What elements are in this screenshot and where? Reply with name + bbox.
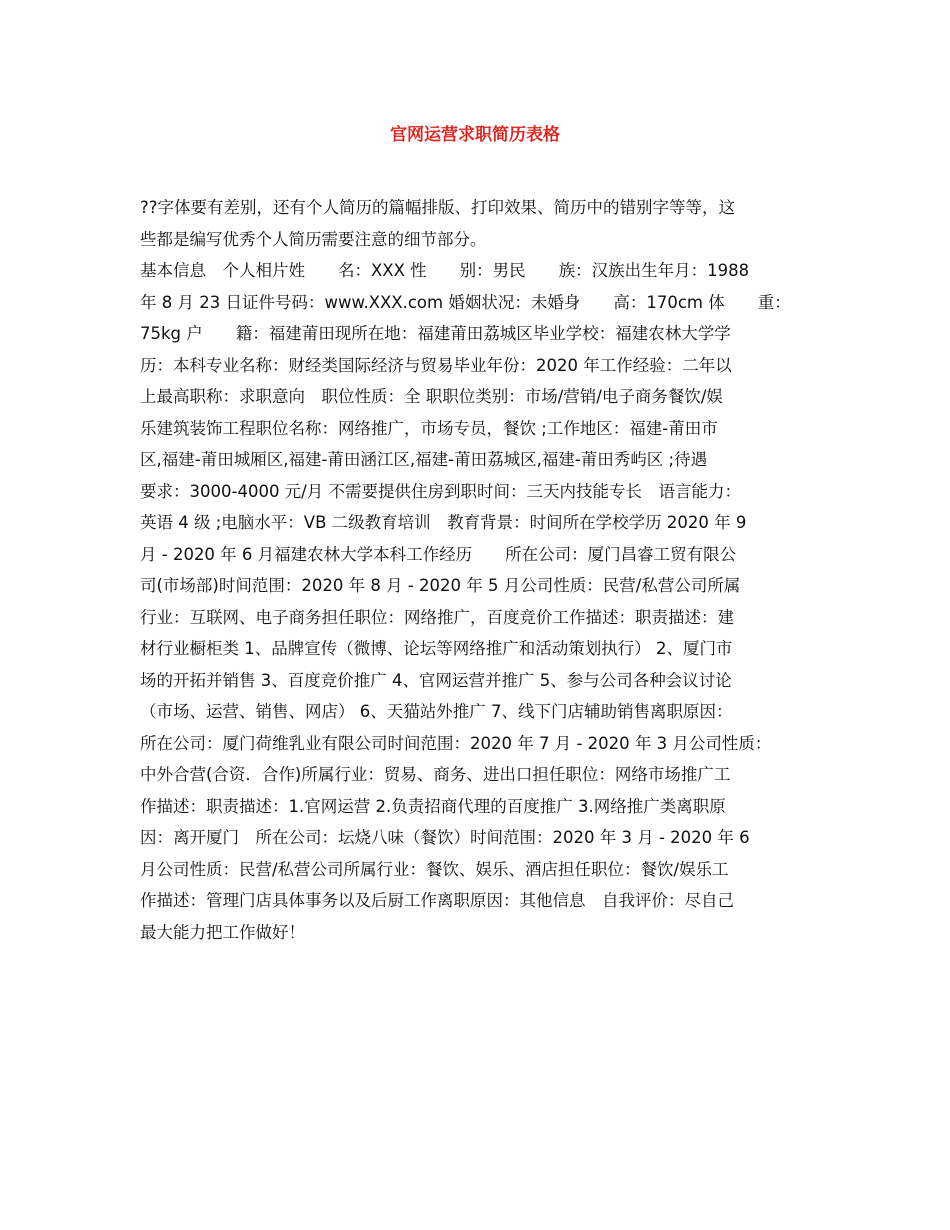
body-line: 司(市场部)时间范围：2020 年 8 月 - 2020 年 5 月公司性质：民营/私营公司所属 bbox=[140, 576, 741, 595]
body-line: 作描述：职责描述：1.官网运营 2.负责招商代理的百度推广 3.网络推广类离职原 bbox=[140, 796, 726, 816]
body-line: 场的开拓并销售 3、百度竞价推广 4、官网运营并推广 5、参与公司各种会议讨论 bbox=[140, 670, 732, 690]
body-line: 材行业橱柜类 1、品牌宣传（微博、论坛等网络推广和活动策划执行） 2、厦门市 bbox=[140, 639, 733, 658]
body-line: 75kg 户 籍：福建莆田现所在地：福建莆田荔城区毕业学校：福建农林大学学 bbox=[140, 324, 731, 343]
body-line: 历：本科专业名称：财经类国际经济与贸易毕业年份：2020 年工作经验：二年以 bbox=[140, 355, 732, 375]
body-line: 所在公司：厦门荷维乳业有限公司时间范围：2020 年 7 月 - 2020 年 3 月公司性质： bbox=[140, 733, 772, 753]
body-line: 上最高职称：求职意向 职位性质：全 职职位类别：市场/营销/电子商务餐饮/娱 bbox=[140, 387, 723, 406]
document-body bbox=[140, 192, 826, 948]
body-line: 最大能力把工作做好！ bbox=[140, 922, 305, 942]
body-line: 作描述：管理门店具体事务以及后厨工作离职原因：其他信息 自我评价：尽自己 bbox=[140, 891, 734, 910]
body-line: 基本信息 个人相片姓 名：XXX 性 别：男民 族：汉族出生年月：1988 bbox=[140, 261, 750, 280]
body-line: ??字体要有差别，还有个人简历的篇幅排版、打印效果、简历中的错别字等等，这 bbox=[140, 198, 736, 217]
document-title: 官网运营求职简历表格 bbox=[390, 125, 560, 145]
body-line: 行业：互联网、电子商务担任职位：网络推广，百度竞价工作描述：职责描述：建 bbox=[140, 607, 734, 627]
body-line: 要求：3000-4000 元/月 不需要提供住房到职时间：三天内技能专长 语言能力： bbox=[140, 481, 741, 501]
body-line: 乐建筑装饰工程职位名称：网络推广，市场专员，餐饮 ;工作地区：福建-莆田市 bbox=[140, 418, 718, 438]
body-line: （市场、运营、销售、网店） 6、天猫站外推广 7、线下门店辅助销售离职原因： bbox=[140, 702, 733, 721]
body-line: 年 8 月 23 日证件号码：www.XXX.com 婚姻状况：未婚身 高：170cm 体 重： bbox=[140, 292, 791, 312]
body-line: 中外合营(合资．合作)所属行业：贸易、商务、进出口担任职位：网络市场推广工 bbox=[140, 765, 731, 784]
body-line: 区,福建-莆田城厢区,福建-莆田涵江区,福建-莆田荔城区,福建-莆田秀屿区 ;待遇 bbox=[140, 450, 708, 469]
body-line: 月公司性质：民营/私营公司所属行业：餐饮、娱乐、酒店担任职位：餐饮/娱乐工 bbox=[140, 859, 729, 879]
body-line: 因：离开厦门 所在公司：坛烧八味（餐饮）时间范围：2020 年 3 月 - 2020 年 6 bbox=[140, 828, 750, 847]
body-line: 些都是编写优秀个人简历需要注意的细节部分。 bbox=[140, 229, 487, 249]
body-line: 英语 4 级 ;电脑水平：VB 二级教育培训 教育背景：时间所在学校学历 2020 年 9 bbox=[140, 513, 747, 532]
body-line: 月 - 2020 年 6 月福建农林大学本科工作经历 所在公司：厦门昌睿工贸有限公 bbox=[140, 544, 737, 564]
